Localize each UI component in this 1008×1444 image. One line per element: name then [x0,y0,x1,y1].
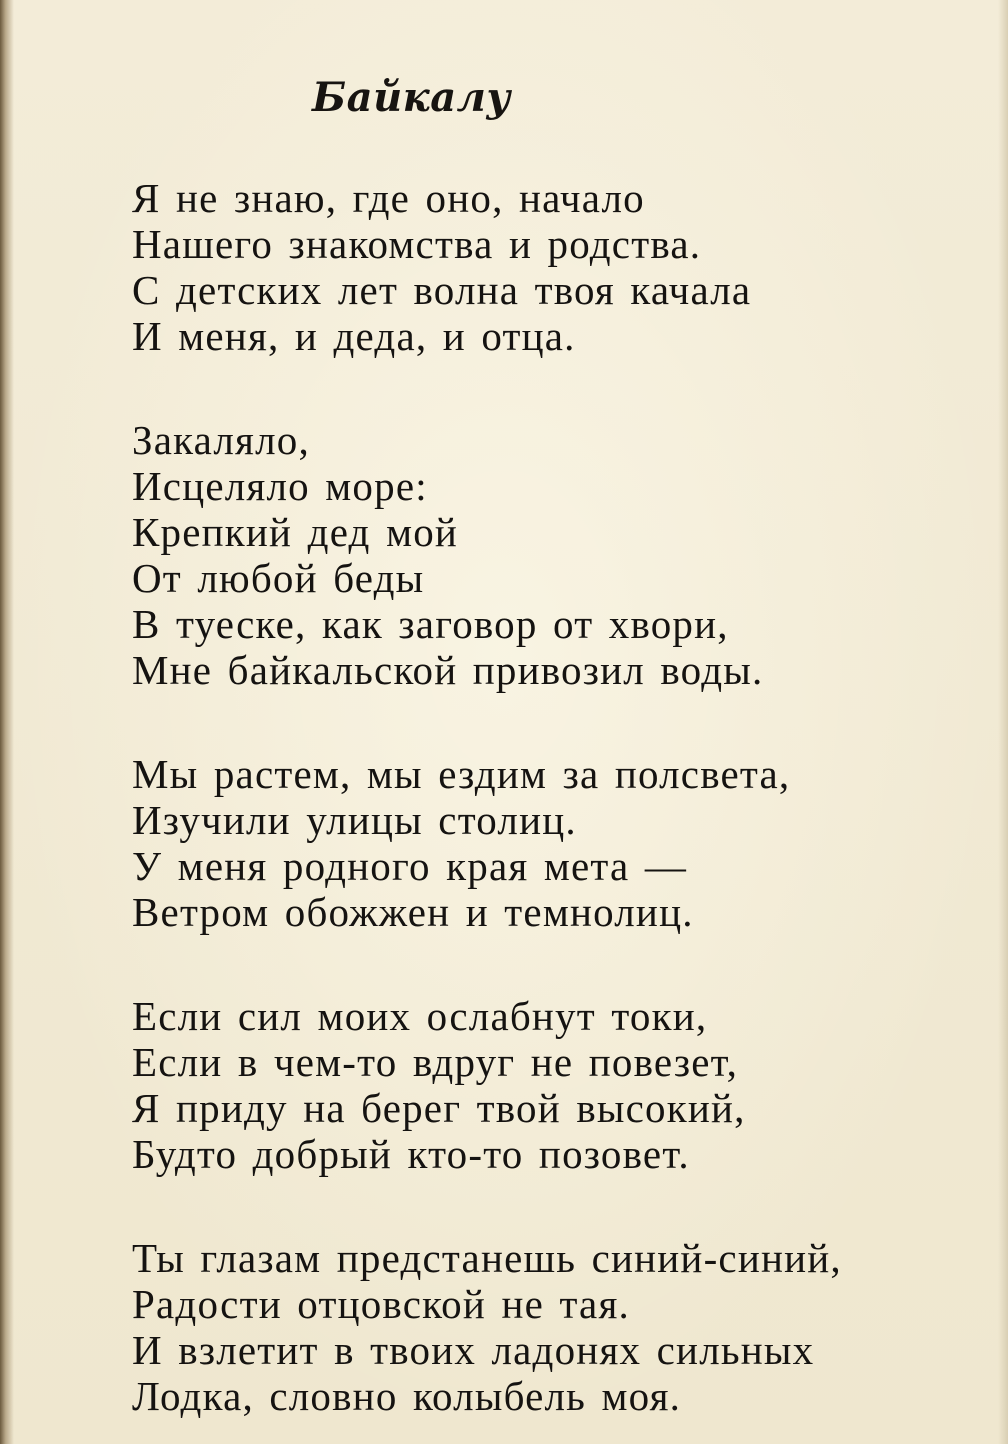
stanza [132,175,982,359]
poem-line: Ветром обожжен и темнолиц. [132,889,694,935]
poem-line: В туеске, как заговор от хвори, [132,601,729,647]
poem-line: Исцеляло море: [132,463,428,509]
poem-line: И меня, и деда, и отца. [132,313,576,359]
poem-line: Изучили улицы столиц. [132,797,577,843]
poem-line: Если в чем-то вдруг не повезет, [132,1039,739,1085]
stanza [132,1235,982,1419]
page-left-edge [0,0,14,1444]
stanza [132,993,982,1177]
stanza [132,751,982,935]
poem-line: Я не знаю, где оно, начало [132,175,645,221]
page-right-edge [998,0,1008,1444]
poem-line: Я приду на берег твой высокий, [132,1085,746,1131]
poem-title: Байкалу [312,74,511,121]
poem-line: Крепкий дед мой [132,509,459,555]
poem-line: Мне байкальской привозил воды. [132,647,764,693]
poem-line: Закаляло, [132,417,310,463]
poem-body [132,175,982,1444]
poem-line: Лодка, словно колыбель моя. [132,1373,682,1419]
poem-line: От любой беды [132,555,425,601]
poem-line: Если сил моих ослабнут токи, [132,993,708,1039]
stanza [132,417,982,693]
poem-line: С детских лет волна твоя качала [132,267,752,313]
poem-line: У меня родного края мета — [132,843,688,889]
poem-line: Радости отцовской не тая. [132,1281,630,1327]
poem-line: Нашего знакомства и родства. [132,221,702,267]
poem-line: Мы растем, мы ездим за полсвета, [132,751,791,797]
poem-line: Будто добрый кто-то позовет. [132,1131,690,1177]
poem-line: Ты глазам предстанешь синий-синий, [132,1235,842,1281]
poem-line: И взлетит в твоих ладонях сильных [132,1327,815,1373]
